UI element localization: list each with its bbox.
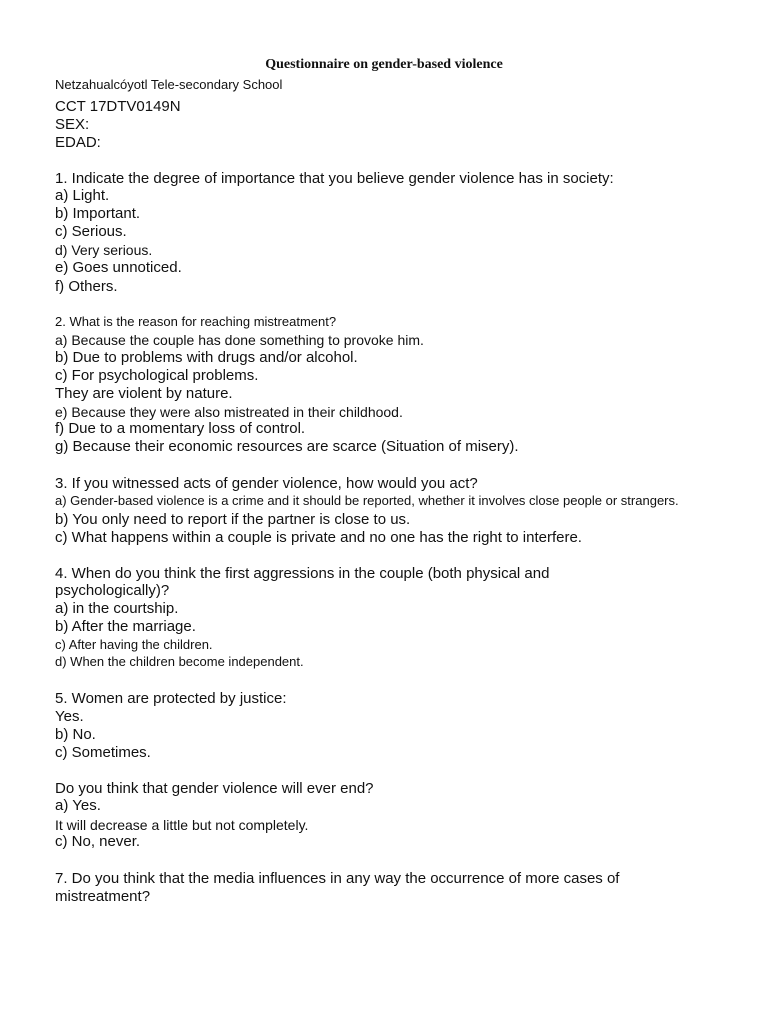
cct-field: CCT 17DTV0149N (55, 98, 181, 115)
q6-option: c) No, never. (55, 833, 141, 850)
q4-option: b) After the marriage. (55, 618, 196, 635)
q6-option: It will decrease a little but not completely. (55, 817, 309, 833)
question-4-cont: psychologically)? (55, 582, 170, 599)
q2-option: b) Due to problems with drugs and/or alcohol. (55, 349, 358, 366)
q2-option: c) For psychological problems. (55, 367, 259, 384)
q3-option: c) What happens within a couple is private and no one has the right to interfere. (55, 529, 582, 546)
q4-option: c) After having the children. (55, 637, 213, 652)
q4-option: d) When the children become independent. (55, 654, 304, 669)
q2-option: e) Because they were also mistreated in their childhood. (55, 404, 403, 420)
q1-option: e) Goes unnoticed. (55, 259, 182, 276)
q3-option: a) Gender-based violence is a crime and it should be reported, whether it involves close people or strangers. (55, 493, 679, 508)
sex-field: SEX: (55, 116, 90, 133)
question-7: 7. Do you think that the media influences in any way the occurrence of more cases of (55, 870, 620, 887)
q1-option: b) Important. (55, 205, 141, 222)
q6-option: a) Yes. (55, 797, 101, 814)
question-6: Do you think that gender violence will ever end? (55, 780, 374, 797)
q1-option: c) Serious. (55, 223, 127, 240)
q5-option: c) Sometimes. (55, 744, 151, 761)
document-title: Questionnaire on gender-based violence (265, 57, 503, 72)
q2-option: They are violent by nature. (55, 385, 233, 402)
q5-option: Yes. (55, 708, 84, 725)
q1-option: d) Very serious. (55, 242, 153, 258)
age-field: EDAD: (55, 134, 101, 151)
q1-option: a) Light. (55, 187, 110, 204)
q2-option: f) Due to a momentary loss of control. (55, 420, 306, 437)
question-3: 3. If you witnessed acts of gender violence, how would you act? (55, 475, 478, 492)
q3-option: b) You only need to report if the partner is close to us. (55, 511, 411, 528)
q2-option: g) Because their economic resources are scarce (Situation of misery). (55, 438, 519, 455)
question-5: 5. Women are protected by justice: (55, 690, 287, 707)
question-2: 2. What is the reason for reaching mistreatment? (55, 314, 337, 329)
q5-option: b) No. (55, 726, 96, 743)
question-1: 1. Indicate the degree of importance that you believe gender violence has in society: (55, 170, 614, 187)
question-4: 4. When do you think the first aggressions in the couple (both physical and (55, 565, 550, 582)
q1-option: f) Others. (55, 278, 118, 295)
q2-option: a) Because the couple has done something to provoke him. (55, 332, 424, 348)
school-name: Netzahualcóyotl Tele-secondary School (55, 77, 283, 92)
q4-option: a) in the courtship. (55, 600, 179, 617)
question-7-cont: mistreatment? (55, 888, 151, 905)
